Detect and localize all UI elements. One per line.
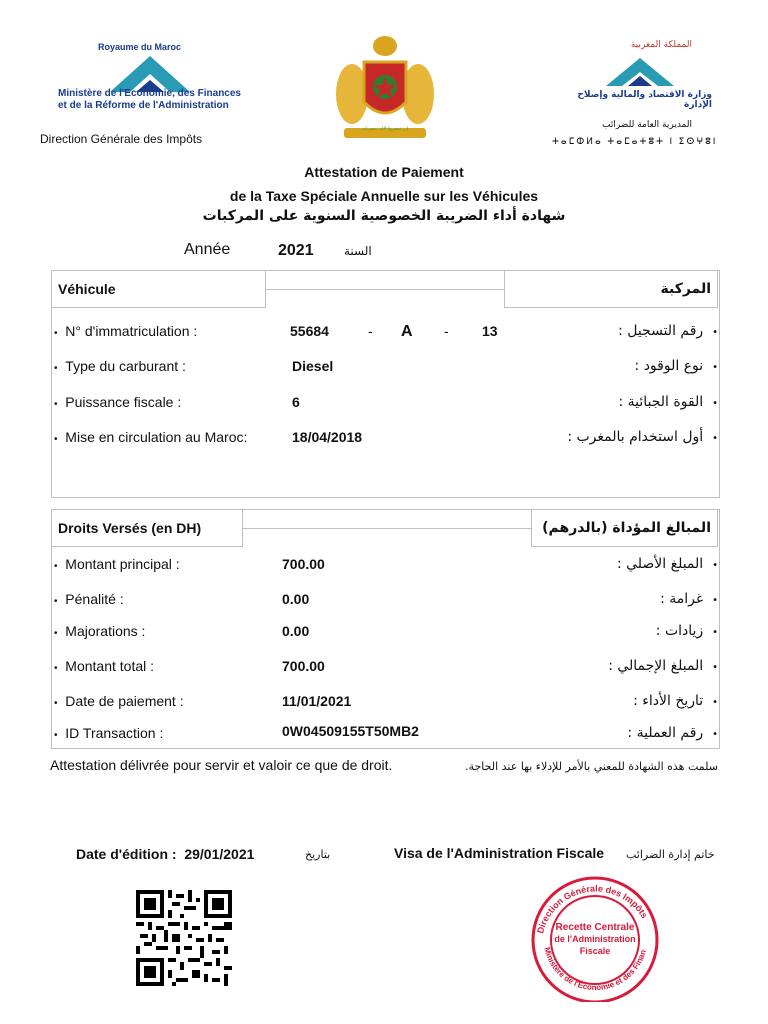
- bullet-icon: •: [54, 363, 58, 374]
- penalite-label: Pénalité :: [65, 591, 124, 607]
- carburant-value: Diesel: [292, 358, 334, 374]
- dgi-logo-right: [552, 40, 732, 150]
- bullet-icon: •: [54, 328, 58, 339]
- annee-label: Année: [184, 241, 231, 258]
- bullet-icon: •: [54, 561, 58, 572]
- puissance-row-ar: [618, 394, 718, 410]
- immat-label: N° d'immatriculation :: [65, 323, 198, 339]
- principal-row-label: [54, 556, 180, 572]
- bullet-icon: •: [54, 434, 58, 445]
- bullet-icon: •: [712, 433, 718, 444]
- bullet-icon: •: [54, 596, 58, 607]
- carburant-row-label: [54, 358, 186, 374]
- bullet-icon: •: [54, 399, 58, 410]
- paiement-row-ar: [633, 693, 718, 709]
- vehicule-section-label: Véhicule: [51, 270, 266, 308]
- transaction-value: 0W04509155T50MB2: [282, 723, 419, 739]
- edition-label: Date d'édition :: [76, 846, 177, 862]
- carburant-label: Type du carburant :: [65, 358, 186, 374]
- bullet-icon: •: [54, 730, 58, 741]
- puissance-value: 6: [292, 394, 300, 410]
- transaction-label-ar: رقم العملية :: [627, 725, 704, 741]
- kingdom-ar: المملكة المغربية: [630, 40, 692, 50]
- visa-label: Visa de l'Administration Fiscale: [394, 845, 605, 861]
- paiement-value: 11/01/2021: [282, 693, 352, 709]
- penalite-label-ar: غرامة :: [660, 591, 704, 607]
- paiement-row-label: [54, 693, 184, 709]
- penalite-value: 0.00: [282, 591, 310, 607]
- coat-of-arms-icon: [330, 32, 440, 150]
- majorations-value: 0.00: [282, 623, 310, 639]
- tifinagh-text: ⵜⴰⵎⵀⵍⴰ ⵜⴰⵎⴰⵜⵓⵜ ⵏ ⵉⵙⵖⵓⵏ: [552, 136, 718, 146]
- stamp-inner-line2: de l'Administration: [554, 934, 636, 944]
- edition-date: [76, 846, 254, 862]
- majorations-row-label: [54, 623, 145, 639]
- immat-part1: 55684: [290, 323, 329, 339]
- carburant-row-ar: [635, 358, 718, 374]
- total-label: Montant total :: [65, 658, 155, 674]
- bullet-icon: •: [54, 663, 58, 674]
- immat-part2: A: [401, 323, 413, 340]
- bullet-icon: •: [712, 627, 718, 638]
- visa-label-ar: خاتم إدارة الضرائب: [626, 848, 715, 861]
- bullet-icon: •: [54, 698, 58, 709]
- stamp-outer-bottom: Ministère de l'Economie et des Finan: [542, 946, 648, 993]
- annee-label-ar: السنة: [344, 244, 372, 258]
- vehicule-section-label-ar: المركبة: [504, 270, 718, 308]
- bullet-icon: •: [712, 398, 718, 409]
- bullet-icon: •: [712, 729, 718, 740]
- ministere-line2: et de la Réforme de l'Administration: [58, 100, 229, 111]
- principal-row-ar: [617, 556, 718, 572]
- droits-section-label-ar: المبالغ المؤداة (بالدرهم): [531, 509, 718, 547]
- carburant-label-ar: نوع الوقود :: [634, 358, 704, 374]
- transaction-row-ar: [627, 725, 718, 741]
- bullet-icon: •: [712, 697, 718, 708]
- title-line1: Attestation de Paiement: [304, 164, 464, 180]
- puissance-label-ar: القوة الجبائية :: [618, 394, 704, 410]
- qr-code: [136, 890, 232, 986]
- immat-sep2: -: [444, 323, 449, 339]
- edition-value: 29/01/2021: [184, 846, 255, 862]
- principal-value: 700.00: [282, 556, 325, 572]
- circulation-label: Mise en circulation au Maroc:: [65, 429, 248, 445]
- total-label-ar: المبلغ الإجمالي :: [608, 658, 704, 674]
- bullet-icon: •: [712, 662, 718, 673]
- puissance-label: Puissance fiscale :: [65, 394, 182, 410]
- attestation-note: Attestation délivrée pour servir et valoir ce que de droit.: [50, 757, 393, 773]
- principal-label-ar: المبلغ الأصلي :: [616, 556, 704, 572]
- stamp-inner-line1: Recette Centrale: [555, 922, 635, 933]
- penalite-row-ar: [660, 591, 718, 607]
- bullet-icon: •: [712, 362, 718, 373]
- majorations-row-ar: [656, 623, 718, 639]
- circulation-value: 18/04/2018: [292, 429, 363, 445]
- immat-sep1: -: [368, 323, 373, 339]
- immat-part3: 13: [482, 323, 498, 339]
- stamp-outer-top: Direction Générale des Impôts: [535, 883, 650, 935]
- circulation-label-ar: أول استخدام بالمغرب :: [567, 429, 704, 445]
- bullet-icon: •: [712, 327, 718, 338]
- majorations-label: Majorations :: [65, 623, 146, 639]
- stamp-icon: [522, 874, 668, 1002]
- total-row-ar: [608, 658, 718, 674]
- title-line2: de la Taxe Spéciale Annuelle sur les Véhicules: [229, 188, 539, 204]
- majorations-label-ar: زيادات :: [655, 623, 704, 639]
- paiement-label-ar: تاريخ الأداء :: [633, 693, 704, 709]
- stamp-inner-line3: Fiscale: [579, 946, 611, 956]
- bullet-icon: •: [712, 560, 718, 571]
- puissance-row-label: [54, 394, 181, 410]
- coat-of-arms: [330, 32, 440, 150]
- immat-row-label: [54, 323, 197, 339]
- bullet-icon: •: [712, 595, 718, 606]
- dgi-text: Direction Générale des Impôts: [40, 132, 203, 146]
- transaction-row-label: [54, 725, 163, 741]
- official-stamp: [522, 874, 668, 1002]
- attestation-note-ar: سلمت هذه الشهادة للمعني بالأمر للإدلاء بها عند الحاجة.: [465, 760, 718, 773]
- immat-label-ar: رقم التسجيل :: [618, 323, 704, 339]
- principal-label: Montant principal :: [65, 556, 180, 572]
- ministry-ar: وزارة الاقتصاد والمالية وإصلاح الإدارة: [577, 90, 712, 110]
- annee-value: 2021: [278, 242, 314, 259]
- ministere-line1: Ministère de l'Economie, des Finances: [58, 88, 241, 99]
- qr-code-icon: [136, 890, 232, 986]
- dgi-logo-left: [40, 40, 260, 150]
- dgi-ar: المديرية العامة للضرائب: [602, 120, 692, 130]
- paiement-label: Date de paiement :: [65, 693, 184, 709]
- circulation-row-ar: [567, 429, 718, 445]
- total-value: 700.00: [282, 658, 325, 674]
- circulation-row-label: [54, 429, 247, 445]
- edition-label-ar: بتاريخ: [305, 848, 331, 861]
- vehicule-divider: [266, 289, 504, 290]
- immat-row-ar: [618, 323, 718, 339]
- mountain-logo-right-icon: [600, 54, 680, 88]
- title-line3-ar: شهادة أداء الضريبة الخصوصية السنوية على المركبات: [202, 208, 566, 224]
- royaume-text: Royaume du Maroc: [98, 42, 182, 52]
- total-row-label: [54, 658, 154, 674]
- bullet-icon: •: [54, 628, 58, 639]
- droits-section-label: Droits Versés (en DH): [51, 509, 243, 547]
- droits-divider: [243, 528, 531, 529]
- penalite-row-label: [54, 591, 124, 607]
- coat-motto: إن تنصروا الله ينصركم: [362, 126, 408, 132]
- transaction-label: ID Transaction :: [65, 725, 164, 741]
